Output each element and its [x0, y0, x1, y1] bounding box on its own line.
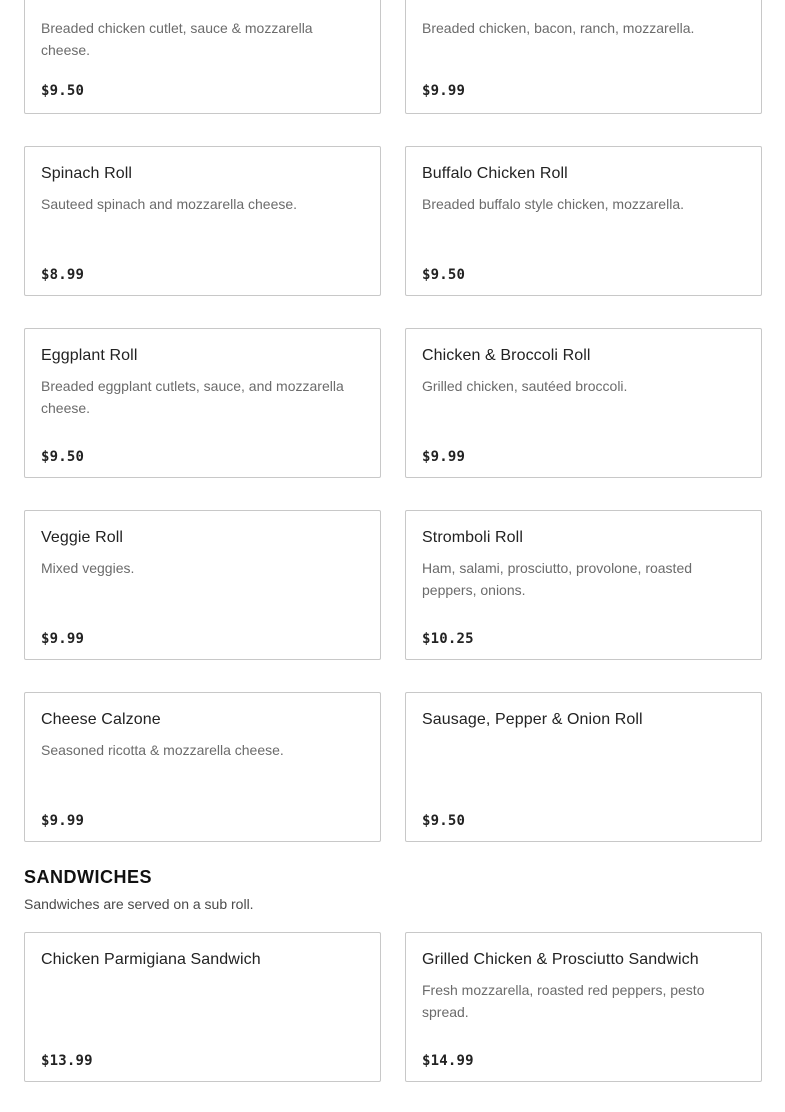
menu-item-price: $9.50	[41, 449, 85, 465]
menu-item-card[interactable]	[24, 328, 381, 478]
menu-item-name: Veggie Roll	[41, 529, 124, 546]
menu-item-card[interactable]	[24, 692, 381, 842]
menu-item-name: Spinach Roll	[41, 165, 133, 182]
menu-item-name: Buffalo Chicken Roll	[422, 165, 568, 182]
section-title: SANDWICHES	[24, 867, 153, 887]
menu-item-card[interactable]	[24, 146, 381, 296]
menu-item-card[interactable]	[405, 692, 762, 842]
menu-item-price: $10.25	[422, 631, 474, 647]
menu-item-description: Breaded eggplant cutlets, sauce, and mozzarella cheese.	[41, 378, 344, 416]
menu-item-card[interactable]	[24, 0, 381, 114]
menu-item-description: Sauteed spinach and mozzarella cheese.	[41, 196, 298, 212]
menu-item-price: $8.99	[41, 267, 85, 283]
menu-item-card[interactable]	[405, 146, 762, 296]
menu-item-name: Chicken Parmigiana Sandwich	[41, 951, 261, 968]
menu-item-price: $9.50	[422, 267, 466, 283]
menu-item-price: $9.50	[422, 813, 466, 829]
menu-item-card[interactable]	[405, 510, 762, 660]
menu-item-name: Eggplant Roll	[41, 347, 138, 364]
section-subtitle: Sandwiches are served on a sub roll.	[24, 896, 254, 912]
menu-item-description: Ham, salami, prosciutto, provolone, roasted peppers, onions.	[422, 560, 693, 598]
menu-item-description: Breaded chicken, bacon, ranch, mozzarella.	[422, 20, 695, 36]
menu-item-description: Mixed veggies.	[41, 560, 135, 576]
menu-item-name: Sausage, Pepper & Onion Roll	[422, 711, 643, 728]
menu-item-price: $9.99	[41, 813, 85, 829]
menu-item-card[interactable]	[24, 932, 381, 1082]
menu-item-price: $9.50	[41, 83, 85, 99]
menu-item-price: $9.99	[422, 83, 466, 99]
menu-item-card[interactable]	[24, 510, 381, 660]
menu-item-description: Breaded buffalo style chicken, mozzarella.	[422, 196, 684, 212]
menu-item-name: Cheese Calzone	[41, 711, 161, 728]
menu-item-description: Grilled chicken, sautéed broccoli.	[422, 378, 628, 394]
menu-item-price: $13.99	[41, 1053, 93, 1069]
menu-item-price: $14.99	[422, 1053, 474, 1069]
menu-item-name: Chicken & Broccoli Roll	[422, 347, 591, 364]
menu-item-name: Grilled Chicken & Prosciutto Sandwich	[422, 951, 699, 968]
menu-item-name: Stromboli Roll	[422, 529, 523, 546]
menu-item-card[interactable]	[405, 932, 762, 1082]
menu-item-description: Seasoned ricotta & mozzarella cheese.	[41, 742, 284, 758]
menu-item-price: $9.99	[422, 449, 466, 465]
menu-item-description: Breaded chicken cutlet, sauce & mozzarella cheese.	[41, 20, 313, 58]
menu-item-card[interactable]	[405, 0, 762, 114]
menu-item-price: $9.99	[41, 631, 85, 647]
menu-item-description: Fresh mozzarella, roasted red peppers, pesto spread.	[422, 982, 705, 1020]
menu-item-card[interactable]	[405, 328, 762, 478]
